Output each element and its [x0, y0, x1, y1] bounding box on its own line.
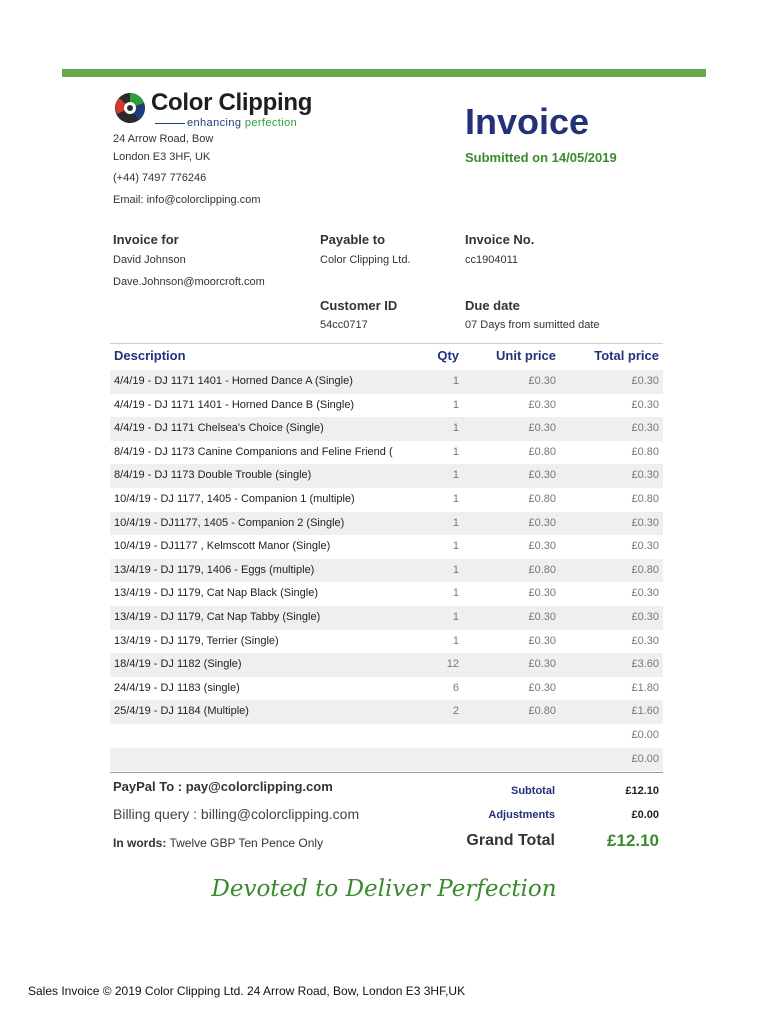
adjustments-label: Adjustments	[488, 809, 555, 821]
item-total-price: £0.30	[631, 634, 659, 647]
payable-to-label: Payable to	[320, 232, 386, 247]
item-description: 10/4/19 - DJ1177, 1405 - Companion 2 (Single)	[114, 516, 345, 529]
due-date-label: Due date	[465, 298, 520, 313]
item-unit-price: £0.30	[528, 469, 556, 482]
in-words-label: In words:	[113, 836, 167, 850]
footer-text: Sales Invoice © 2019 Color Clipping Ltd. 24 Arrow Road, Bow, London E3 3HF,UK	[28, 984, 466, 998]
slogan: Devoted to Deliver Perfection	[211, 876, 557, 902]
aperture-logo-icon	[113, 91, 147, 125]
item-unit-price: £0.80	[528, 492, 556, 505]
invoice-no-label: Invoice No.	[465, 232, 535, 247]
item-description: 8/4/19 - DJ 1173 Double Trouble (single)	[114, 469, 312, 482]
item-unit-price: £0.30	[528, 634, 556, 647]
invoice-title: Invoice	[465, 101, 590, 142]
item-qty: 1	[452, 422, 459, 435]
item-description: 4/4/19 - DJ 1171 1401 - Horned Dance B (Single)	[114, 398, 355, 411]
item-description: 25/4/19 - DJ 1184 (Multiple)	[114, 705, 249, 718]
item-description: 13/4/19 - DJ 1179, 1406 - Eggs (multiple)	[114, 563, 315, 576]
item-total-price: £0.80	[631, 445, 659, 458]
item-qty: 1	[452, 469, 459, 482]
company-phone: (+44) 7497 776246	[113, 172, 207, 184]
table-row	[110, 677, 663, 701]
item-qty: 12	[446, 658, 459, 671]
col-total-price: Total price	[594, 348, 659, 363]
table-row	[110, 559, 663, 583]
top-accent-bar	[62, 69, 706, 77]
company-email: Email: info@colorclipping.com	[113, 194, 261, 206]
payable-to-value: Color Clipping Ltd.	[320, 254, 411, 266]
subtotal-value: £12.10	[625, 785, 659, 797]
item-qty: 1	[452, 492, 459, 505]
table-row	[110, 630, 663, 654]
item-total-price: £0.30	[631, 469, 659, 482]
company-logo	[113, 88, 333, 132]
item-total-price: £3.60	[631, 658, 659, 671]
table-bottom-rule	[110, 772, 663, 773]
brand-name: Color Clipping	[151, 89, 313, 116]
table-row	[110, 653, 663, 677]
col-unit-price: Unit price	[496, 348, 556, 363]
item-qty: 1	[452, 610, 459, 623]
item-total-price: £0.30	[631, 587, 659, 600]
item-unit-price: £0.80	[528, 445, 556, 458]
item-qty: 1	[452, 587, 459, 600]
item-qty: 2	[452, 705, 459, 718]
item-unit-price: £0.30	[528, 540, 556, 553]
item-unit-price: £0.30	[528, 658, 556, 671]
table-header	[110, 343, 663, 369]
due-date-value: 07 Days from sumitted date	[465, 319, 600, 331]
item-description: 13/4/19 - DJ 1179, Cat Nap Tabby (Single)	[114, 610, 321, 623]
customer-id-label: Customer ID	[320, 298, 398, 313]
billing-query: Billing query : billing@colorclipping.com	[113, 806, 360, 822]
table-row	[110, 370, 663, 394]
col-qty: Qty	[437, 348, 459, 363]
table-row	[110, 700, 663, 724]
item-qty: 1	[452, 375, 459, 387]
item-total-price: £0.30	[631, 516, 659, 529]
item-qty: 1	[452, 634, 459, 647]
item-unit-price: £0.80	[528, 563, 556, 576]
table-row	[110, 512, 663, 536]
item-description: 24/4/19 - DJ 1183 (single)	[114, 681, 240, 694]
item-unit-price: £0.30	[528, 375, 556, 387]
item-description: 13/4/19 - DJ 1179, Terrier (Single)	[114, 634, 279, 647]
in-words-value: Twelve GBP Ten Pence Only	[166, 836, 324, 850]
table-row	[110, 748, 663, 772]
brand-tagline: enhancing perfection	[155, 117, 297, 129]
item-total-price: £1.60	[631, 705, 659, 718]
invoice-for-label: Invoice for	[113, 232, 179, 247]
adjustments-value: £0.00	[631, 809, 659, 821]
table-row	[110, 394, 663, 418]
line-items	[110, 370, 663, 771]
item-description: 13/4/19 - DJ 1179, Cat Nap Black (Single)	[114, 587, 319, 600]
item-unit-price: £0.30	[528, 587, 556, 600]
item-total-price: £0.80	[631, 492, 659, 505]
customer-id-value: 54cc0717	[320, 319, 368, 331]
table-row	[110, 535, 663, 559]
client-name: David Johnson	[113, 254, 186, 266]
item-qty: 6	[452, 681, 459, 694]
item-description: 10/4/19 - DJ1177 , Kelmscott Manor (Single)	[114, 540, 331, 553]
item-total-price: £0.30	[631, 398, 659, 411]
item-total-price: £0.30	[631, 610, 659, 623]
table-row	[110, 488, 663, 512]
table-row	[110, 606, 663, 630]
item-description: 4/4/19 - DJ 1171 Chelsea's Choice (Single)	[114, 422, 324, 435]
item-description: 8/4/19 - DJ 1173 Canine Companions and Feline Friend (	[114, 445, 393, 458]
item-total-price: £0.00	[631, 752, 659, 765]
item-total-price: £0.30	[631, 375, 659, 387]
amount-in-words	[113, 836, 323, 850]
submitted-date: Submitted on 14/05/2019	[465, 150, 617, 165]
item-unit-price: £0.30	[528, 516, 556, 529]
table-row	[110, 441, 663, 465]
table-row	[110, 417, 663, 441]
paypal-info: PayPal To : pay@colorclipping.com	[113, 779, 333, 794]
item-qty: 1	[452, 398, 459, 411]
item-unit-price: £0.30	[528, 422, 556, 435]
item-total-price: £0.30	[631, 422, 659, 435]
subtotal-label: Subtotal	[511, 785, 555, 797]
item-total-price: £0.30	[631, 540, 659, 553]
item-unit-price: £0.80	[528, 705, 556, 718]
invoice-no-value: cc1904011	[465, 254, 519, 266]
item-total-price: £1.80	[631, 681, 659, 694]
item-unit-price: £0.30	[528, 610, 556, 623]
item-qty: 1	[452, 516, 459, 529]
grand-total-label: Grand Total	[466, 832, 555, 849]
col-description: Description	[114, 348, 186, 363]
table-row	[110, 464, 663, 488]
item-total-price: £0.00	[631, 728, 659, 741]
item-description: 4/4/19 - DJ 1171 1401 - Horned Dance A (Single)	[114, 375, 353, 387]
item-qty: 1	[452, 563, 459, 576]
company-address-line2: London E3 3HF, UK	[113, 151, 211, 163]
company-address-line1: 24 Arrow Road, Bow	[113, 133, 214, 145]
item-description: 18/4/19 - DJ 1182 (Single)	[114, 658, 242, 671]
item-description: 10/4/19 - DJ 1177, 1405 - Companion 1 (multiple)	[114, 492, 355, 505]
client-email: Dave.Johnson@moorcroft.com	[113, 276, 265, 288]
table-row	[110, 582, 663, 606]
item-qty: 1	[452, 540, 459, 553]
item-total-price: £0.80	[631, 563, 659, 576]
item-qty: 1	[452, 445, 459, 458]
item-unit-price: £0.30	[528, 398, 556, 411]
table-row	[110, 724, 663, 748]
grand-total-value: £12.10	[607, 831, 659, 850]
item-unit-price: £0.30	[528, 681, 556, 694]
